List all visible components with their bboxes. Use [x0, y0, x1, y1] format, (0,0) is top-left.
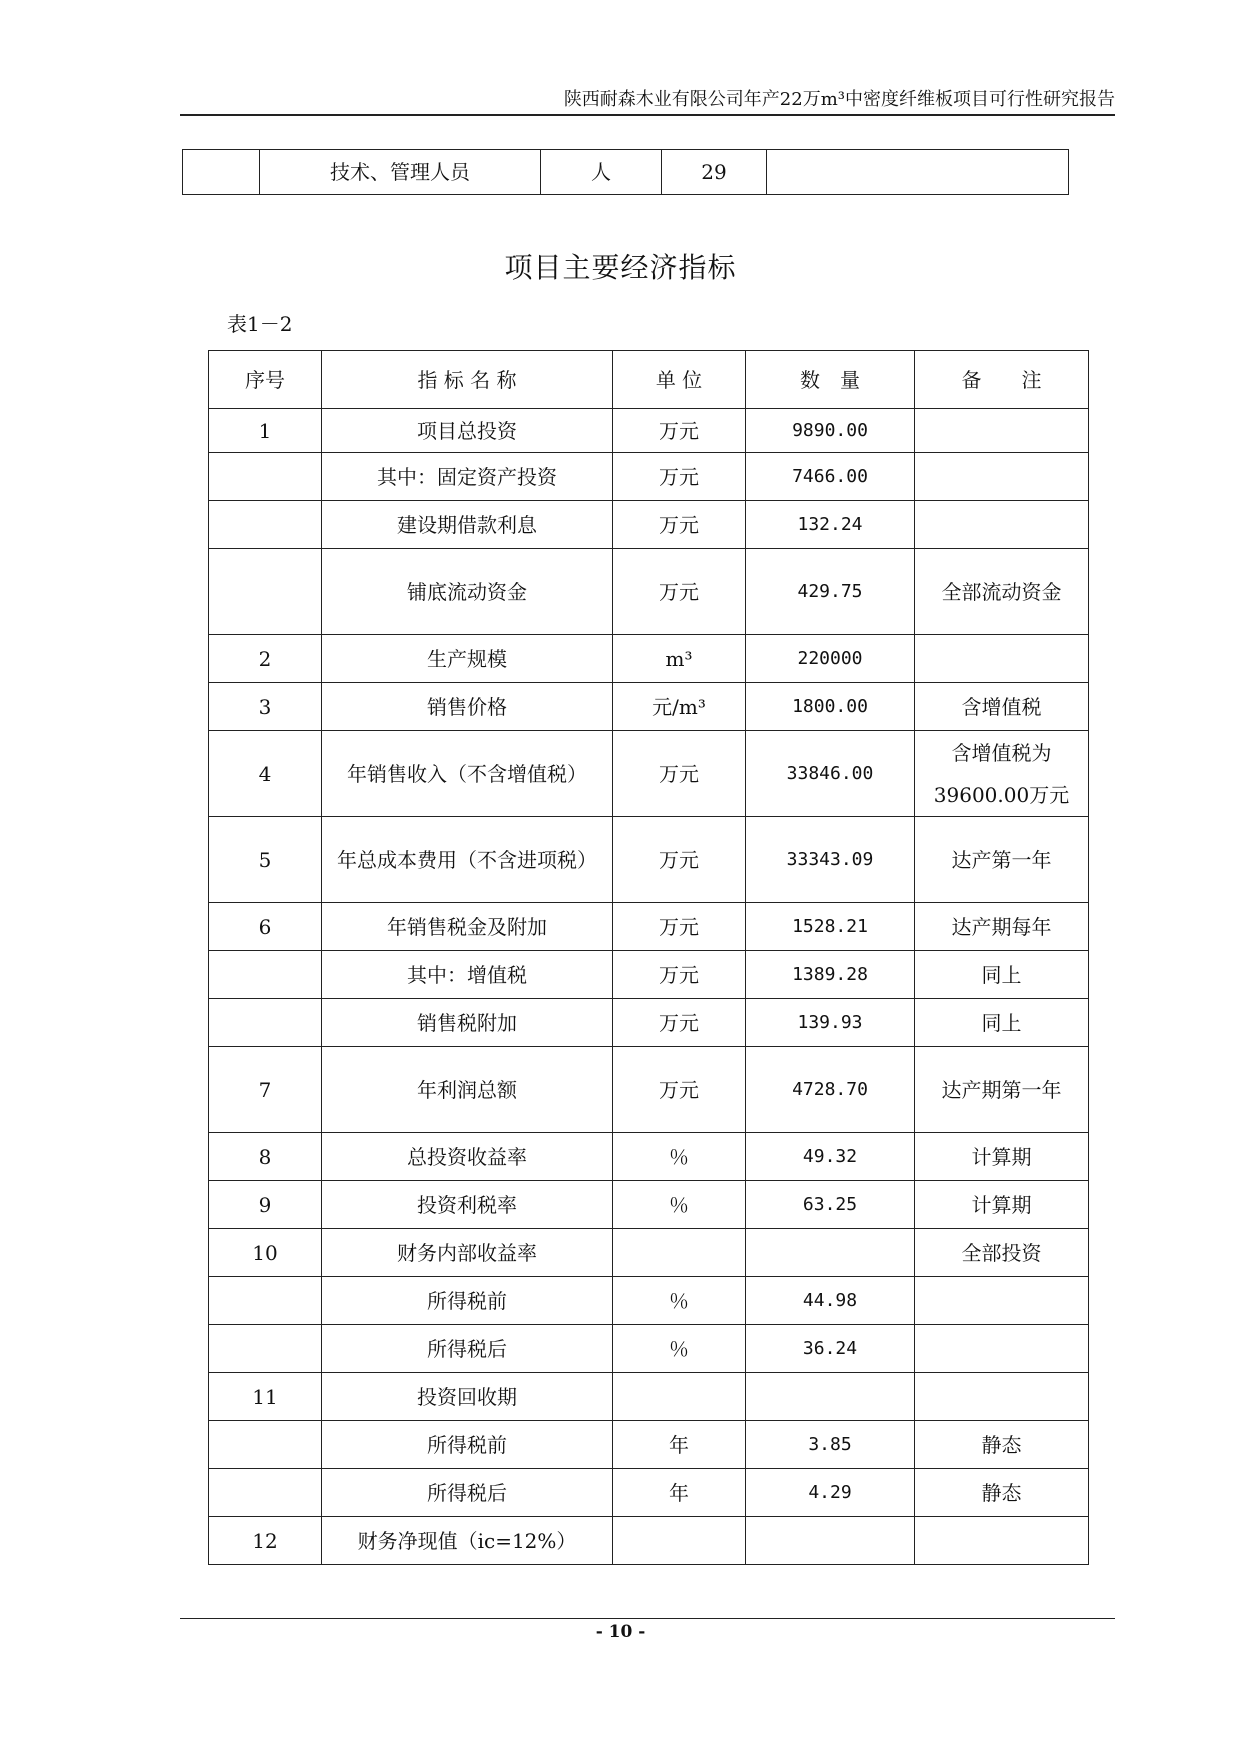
table-row [209, 1133, 1089, 1181]
cell-no [209, 1469, 322, 1517]
continued-staff-table [182, 149, 1069, 195]
cell-unit: 万元 [613, 549, 746, 635]
table-row [209, 1469, 1089, 1517]
cell-unit: 万元 [613, 999, 746, 1047]
cell-unit: 万元 [613, 951, 746, 999]
cell-name: 建设期借款利息 [322, 501, 613, 549]
table-row [209, 635, 1089, 683]
table-row [209, 683, 1089, 731]
cell-name: 财务内部收益率 [322, 1229, 613, 1277]
cell-no [209, 501, 322, 549]
cell-remark [915, 409, 1089, 453]
cell-unit [613, 1517, 746, 1565]
cell-remark: 达产第一年 [915, 817, 1089, 903]
cell-name: 总投资收益率 [322, 1133, 613, 1181]
cell-no: 3 [209, 683, 322, 731]
table-row [209, 1229, 1089, 1277]
section-title: 项目主要经济指标 [504, 251, 737, 284]
cell-name: 年销售收入（不含增值税） [322, 731, 613, 817]
cell-name: 销售税附加 [322, 999, 613, 1047]
cell-value: 36.24 [746, 1325, 915, 1373]
cell-unit: ％ [613, 1325, 746, 1373]
table-row [209, 453, 1089, 501]
cell-unit: 万元 [613, 409, 746, 453]
cell-value: 7466.00 [746, 453, 915, 501]
cell-remark: 计算期 [915, 1181, 1089, 1229]
footer-rule [180, 1618, 1115, 1619]
cell-remark: 同上 [915, 951, 1089, 999]
header-cell-no: 序号 [209, 351, 322, 409]
cell-remark [915, 1373, 1089, 1421]
table-row [183, 150, 1069, 195]
cell-no [209, 453, 322, 501]
cell-no: 7 [209, 1047, 322, 1133]
table-row [209, 903, 1089, 951]
cell-unit: ％ [613, 1181, 746, 1229]
cell-no: 6 [209, 903, 322, 951]
cell-value: 4728.70 [746, 1047, 915, 1133]
cell-value: 33846.00 [746, 731, 915, 817]
cell-no: 4 [209, 731, 322, 817]
cell-no [209, 1421, 322, 1469]
cell-unit: 万元 [613, 817, 746, 903]
cell-value [746, 1373, 915, 1421]
cell-value: 139.93 [746, 999, 915, 1047]
table-row [209, 501, 1089, 549]
cell-value: 63.25 [746, 1181, 915, 1229]
cell-value: 3.85 [746, 1421, 915, 1469]
cell-unit: 年 [613, 1421, 746, 1469]
cell-no [209, 549, 322, 635]
cell-no: 1 [209, 409, 322, 453]
cell-unit: ％ [613, 1277, 746, 1325]
cell-name: 投资回收期 [322, 1373, 613, 1421]
cell-unit: ％ [613, 1133, 746, 1181]
cell-no [209, 951, 322, 999]
table-row [209, 1517, 1089, 1565]
cell-remark [915, 635, 1089, 683]
cell-value [746, 1229, 915, 1277]
header-cell-unit: 单 位 [613, 351, 746, 409]
cell-value: 132.24 [746, 501, 915, 549]
header-cell-value: 数 量 [746, 351, 915, 409]
cell-unit: 万元 [613, 501, 746, 549]
table-row [209, 1373, 1089, 1421]
cell-unit: 年 [613, 1469, 746, 1517]
table-row [209, 1325, 1089, 1373]
header-cell-remark: 备 注 [915, 351, 1089, 409]
cell-unit: 万元 [613, 1047, 746, 1133]
cell-unit: 元/m³ [613, 683, 746, 731]
table-header-row [209, 351, 1089, 409]
economic-indicators-table [208, 350, 1089, 1565]
cell-value: 220000 [746, 635, 915, 683]
cell-remark: 全部流动资金 [915, 549, 1089, 635]
cell-value: 1389.28 [746, 951, 915, 999]
table-caption: 表1－2 [227, 312, 293, 336]
cell-value: 44.98 [746, 1277, 915, 1325]
cell-remark [915, 1325, 1089, 1373]
cell-name: 铺底流动资金 [322, 549, 613, 635]
table-row [209, 731, 1089, 817]
header-cell-name: 指 标 名 称 [322, 351, 613, 409]
table-cell: 技术、管理人员 [260, 150, 541, 195]
cell-name: 项目总投资 [322, 409, 613, 453]
header-rule [180, 114, 1115, 116]
cell-no: 12 [209, 1517, 322, 1565]
cell-no: 11 [209, 1373, 322, 1421]
cell-name: 年总成本费用（不含进项税） [322, 817, 613, 903]
cell-no: 10 [209, 1229, 322, 1277]
cell-remark: 静态 [915, 1421, 1089, 1469]
cell-unit: 万元 [613, 903, 746, 951]
cell-name: 生产规模 [322, 635, 613, 683]
table-row [209, 549, 1089, 635]
cell-value: 429.75 [746, 549, 915, 635]
cell-name: 所得税后 [322, 1325, 613, 1373]
cell-value [746, 1517, 915, 1565]
cell-unit: 万元 [613, 731, 746, 817]
table-row [209, 1181, 1089, 1229]
cell-no: 2 [209, 635, 322, 683]
cell-no: 5 [209, 817, 322, 903]
cell-no [209, 1325, 322, 1373]
cell-no [209, 999, 322, 1047]
cell-no: 9 [209, 1181, 322, 1229]
running-header: 陕西耐森木业有限公司年产22万m³中密度纤维板项目可行性研究报告 [563, 89, 1115, 110]
cell-name: 其中：增值税 [322, 951, 613, 999]
cell-unit [613, 1229, 746, 1277]
table-row [209, 951, 1089, 999]
cell-name: 所得税前 [322, 1421, 613, 1469]
table-row [209, 1421, 1089, 1469]
table-row [209, 1277, 1089, 1325]
cell-value: 49.32 [746, 1133, 915, 1181]
cell-name: 财务净现值（ic=12%） [322, 1517, 613, 1565]
table-cell: 人 [541, 150, 662, 195]
cell-no [209, 1277, 322, 1325]
cell-name: 所得税后 [322, 1469, 613, 1517]
cell-no: 8 [209, 1133, 322, 1181]
cell-unit: m³ [613, 635, 746, 683]
cell-remark: 达产期每年 [915, 903, 1089, 951]
table-row [209, 999, 1089, 1047]
cell-name: 年利润总额 [322, 1047, 613, 1133]
cell-name: 所得税前 [322, 1277, 613, 1325]
cell-unit: 万元 [613, 453, 746, 501]
cell-name: 年销售税金及附加 [322, 903, 613, 951]
cell-name: 销售价格 [322, 683, 613, 731]
cell-value: 33343.09 [746, 817, 915, 903]
cell-remark: 同上 [915, 999, 1089, 1047]
cell-remark: 计算期 [915, 1133, 1089, 1181]
table-cell [767, 150, 1069, 195]
cell-name: 其中：固定资产投资 [322, 453, 613, 501]
cell-value: 1800.00 [746, 683, 915, 731]
cell-value: 1528.21 [746, 903, 915, 951]
table-body [209, 409, 1089, 1565]
cell-remark [915, 453, 1089, 501]
cell-name: 投资利税率 [322, 1181, 613, 1229]
cell-remark: 达产期第一年 [915, 1047, 1089, 1133]
table-row [209, 409, 1089, 453]
table-row [209, 817, 1089, 903]
table-cell [183, 150, 260, 195]
cell-remark: 静态 [915, 1469, 1089, 1517]
table-row [209, 1047, 1089, 1133]
cell-remark [915, 1277, 1089, 1325]
cell-remark: 含增值税 [915, 683, 1089, 731]
cell-remark [915, 1517, 1089, 1565]
cell-value: 4.29 [746, 1469, 915, 1517]
cell-unit [613, 1373, 746, 1421]
cell-remark: 全部投资 [915, 1229, 1089, 1277]
cell-remark [915, 501, 1089, 549]
cell-remark: 含增值税为39600.00万元 [915, 731, 1089, 817]
cell-value: 9890.00 [746, 409, 915, 453]
table-cell: 29 [662, 150, 767, 195]
page-number: - 10 - [595, 1622, 646, 1642]
